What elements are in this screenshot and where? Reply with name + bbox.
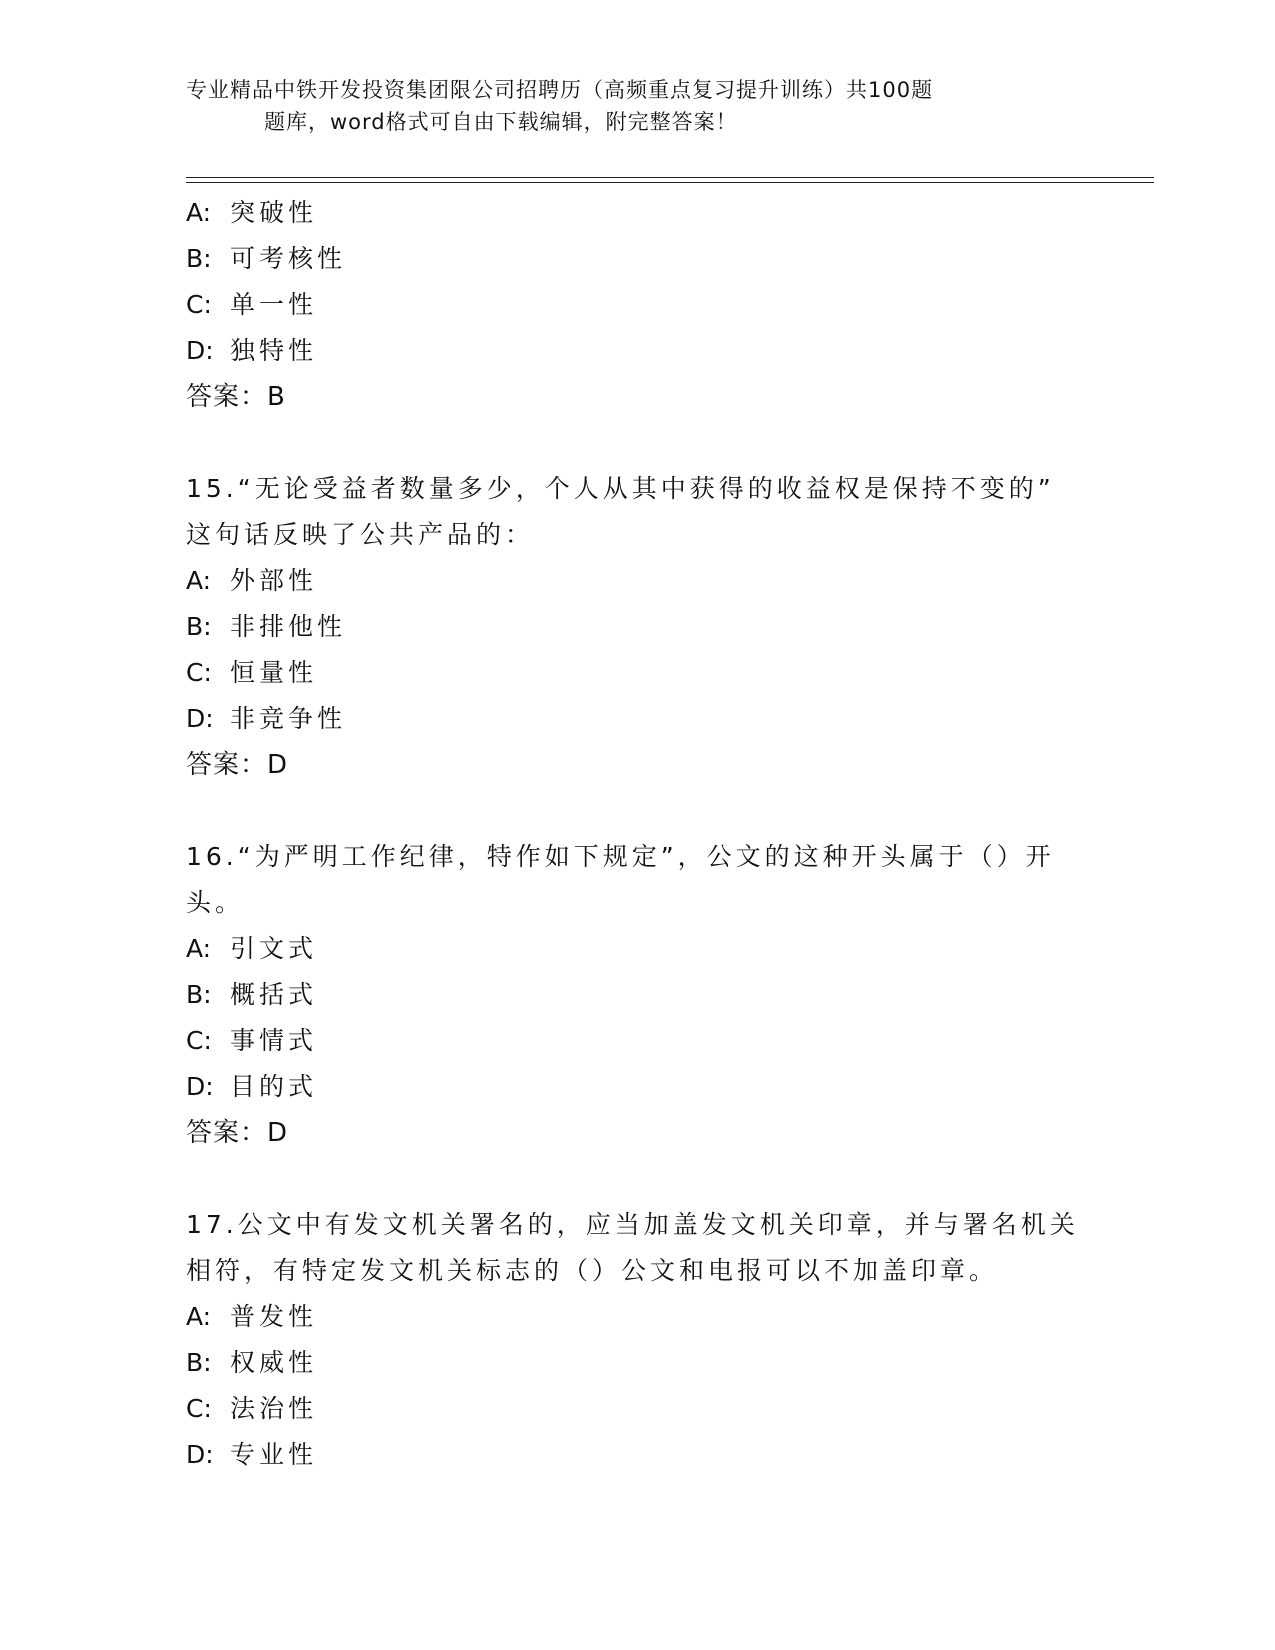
question-14-block — [186, 190, 1086, 420]
document-header — [186, 74, 1066, 138]
option-text: 专业性 — [230, 1440, 318, 1469]
question-14-option-c — [186, 282, 1086, 328]
question-15-block — [186, 466, 1086, 788]
header-title-line2: 题库，word格式可自由下载编辑，附完整答案！ — [264, 110, 738, 134]
spacer — [186, 788, 1086, 834]
question-15-option-a — [186, 558, 1086, 604]
option-letter: A: — [186, 1302, 212, 1331]
option-text: 非竞争性 — [230, 704, 347, 733]
header-title-line1: 专业精品中铁开发投资集团限公司招聘历（高频重点复习提升训练）共100题 — [186, 78, 934, 102]
header-divider-bottom — [186, 182, 1154, 183]
option-letter: D: — [186, 1072, 214, 1101]
option-letter: D: — [186, 1440, 214, 1469]
option-letter: A: — [186, 566, 212, 595]
option-text: 外部性 — [230, 566, 318, 595]
option-text: 独特性 — [230, 336, 318, 365]
question-14-option-b — [186, 236, 1086, 282]
question-16-option-c — [186, 1018, 1086, 1064]
question-17-option-a — [186, 1294, 1086, 1340]
document-body — [186, 190, 1086, 1478]
question-16-option-b — [186, 972, 1086, 1018]
option-text: 引文式 — [230, 934, 318, 963]
option-text: 概括式 — [230, 980, 318, 1009]
question-17-option-c — [186, 1386, 1086, 1432]
option-letter: C: — [186, 1394, 212, 1423]
option-letter: B: — [186, 1348, 212, 1377]
question-16-block — [186, 834, 1086, 1156]
question-15-answer: 答案：D — [186, 750, 289, 780]
option-letter: B: — [186, 980, 212, 1009]
option-letter: D: — [186, 704, 214, 733]
question-16-option-d — [186, 1064, 1086, 1110]
option-text: 恒量性 — [230, 658, 318, 687]
question-15-option-c — [186, 650, 1086, 696]
option-text: 普发性 — [230, 1302, 318, 1331]
question-15-option-b — [186, 604, 1086, 650]
question-17-stem-line2: 相符，有特定发文机关标志的（）公文和电报可以不加盖印章。 — [186, 1256, 999, 1285]
option-letter: C: — [186, 658, 212, 687]
question-16-answer: 答案：D — [186, 1118, 289, 1148]
question-14-option-a — [186, 190, 1086, 236]
question-16-stem-line1: 16.“为严明工作纪律，特作如下规定”，公文的这种开头属于（）开 — [186, 842, 1055, 871]
option-letter: A: — [186, 198, 212, 227]
option-letter: C: — [186, 1026, 212, 1055]
option-text: 可考核性 — [230, 244, 347, 273]
question-16-stem-line2: 头。 — [186, 888, 245, 917]
question-15-stem-line1: 15.“无论受益者数量多少，个人从其中获得的收益权是保持不变的” — [186, 474, 1055, 503]
question-17-option-d — [186, 1432, 1086, 1478]
spacer — [186, 420, 1086, 466]
option-letter: A: — [186, 934, 212, 963]
option-text: 单一性 — [230, 290, 318, 319]
option-text: 法治性 — [230, 1394, 318, 1423]
question-14-answer: 答案：B — [186, 382, 286, 412]
option-text: 非排他性 — [230, 612, 347, 641]
option-letter: B: — [186, 244, 212, 273]
option-letter: D: — [186, 336, 214, 365]
question-17-stem-line1: 17.公文中有发文机关署名的，应当加盖发文机关印章，并与署名机关 — [186, 1210, 1079, 1239]
question-16-option-a — [186, 926, 1086, 972]
option-text: 目的式 — [230, 1072, 318, 1101]
option-text: 权威性 — [230, 1348, 318, 1377]
spacer — [186, 1156, 1086, 1202]
question-17-block — [186, 1202, 1086, 1478]
option-text: 突破性 — [230, 198, 318, 227]
option-letter: B: — [186, 612, 212, 641]
question-17-option-b — [186, 1340, 1086, 1386]
option-letter: C: — [186, 290, 212, 319]
question-15-option-d — [186, 696, 1086, 742]
header-divider-top — [186, 177, 1154, 178]
question-15-stem-line2: 这句话反映了公共产品的： — [186, 520, 535, 549]
option-text: 事情式 — [230, 1026, 318, 1055]
question-14-option-d — [186, 328, 1086, 374]
